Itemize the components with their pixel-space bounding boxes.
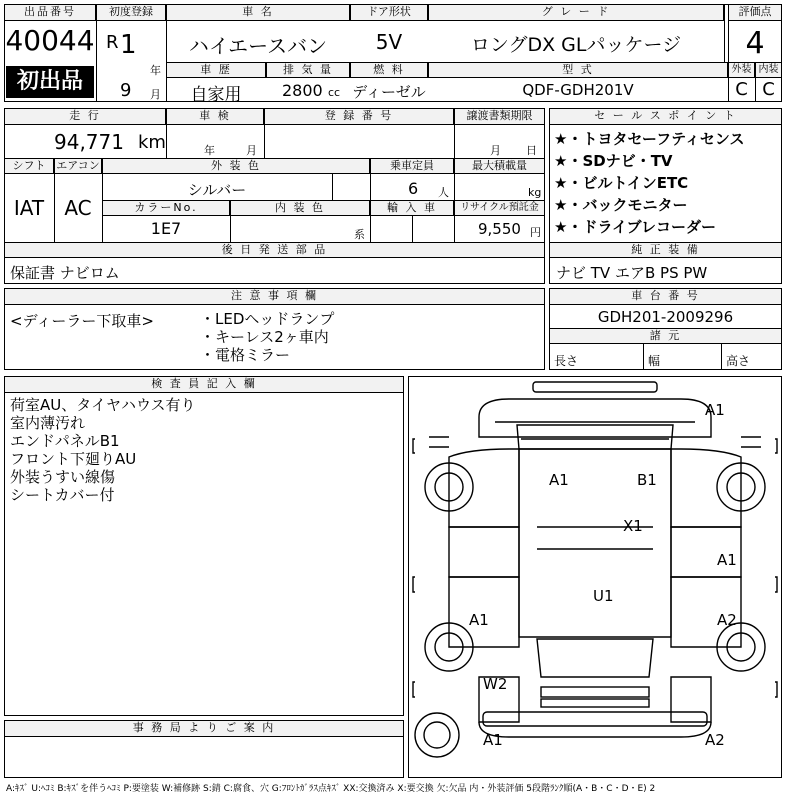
grade-header: グ レ ー ド [428,4,724,21]
mileage-unit: km [138,132,166,153]
seats: 6 [408,179,419,198]
lot-number-header: 出品番号 [4,4,96,21]
chassis-header: 車 台 番 号 [549,288,782,305]
inspector-header: 検 査 員 記 入 欄 [4,376,404,393]
inspection-year-unit: 年 [204,144,215,157]
interior-color-header: 内 装 色 [230,200,370,216]
length-label: 長さ [554,354,579,368]
notes-list [200,310,334,364]
mileage-header: 走 行 [4,108,166,125]
sales-point-item: ★・バックモニター [554,196,688,214]
car-diagram [408,376,782,778]
history-header: 車 歴 [166,62,266,78]
van-outline-diagram [409,377,781,777]
damage-mark: A1 [483,731,503,749]
score: 4 [745,26,765,61]
sales-point-item: ★・ビルトインETC [554,174,689,192]
registration-month: 9 [120,80,132,101]
later-parts: 保証書 ナビロム [10,264,120,282]
office-header: 事 務 局 よ り ご 案 内 [4,720,404,737]
model-header: 型 式 [428,62,728,78]
mileage: 94,771 [54,130,124,154]
max-load-header: 最大積載量 [454,158,545,174]
door-type: 5V [375,30,403,54]
sales-point-item: ★・ドライブレコーダー [554,218,716,236]
note-item: ・LEDヘッドランプ [200,310,335,328]
inspector-notes [10,396,196,504]
fuel-header: 燃 料 [350,62,428,78]
car-name-header: 車 名 [166,4,350,21]
max-load-unit: kg [528,186,542,199]
legend-footer: A:ｷｽﾞ U:ﾍｺﾐ B:ｷｽﾞを伴うﾍｺﾐ P:要塗装 W:補修跡 S:錆 C:腐食、穴 G:ﾌﾛﾝﾄｶﾞﾗｽ点ｷｽﾞ XX:交換済み X:要交換 欠:欠品 内・外装評価 5段階ﾗﾝｸ順(A・B・C・D・E) 2 [6,784,656,794]
plate-header: 登 録 番 号 [264,108,454,125]
model-code: QDF-GDH201V [522,81,634,99]
damage-mark: A1 [549,471,569,489]
ac-header: エアコン [54,158,102,174]
registration-year-unit: 年 [150,64,161,77]
air-conditioner: AC [64,196,92,220]
exterior-grade: C [735,79,748,100]
registration-year: 1 [120,30,137,60]
damage-mark: U1 [593,587,614,605]
grade: ロングDX GLパッケージ [470,34,682,56]
note-item: ・電格ミラー [200,346,291,364]
recycle-fee: 9,550 [478,220,521,238]
displacement: 2800 [282,81,323,100]
shift-header: シフト [4,158,54,174]
sales-point-item: ★・トヨタセーフティセンス [554,130,745,148]
lot-number: 40044 [5,24,95,57]
first-listing-badge: 初出品 [6,66,94,98]
width-label: 幅 [648,354,661,368]
note-item: ・キーレス2ヶ車内 [200,328,329,346]
damage-mark: B1 [637,471,657,489]
damage-mark: A1 [705,401,725,419]
damage-mark: A2 [717,611,737,629]
exterior-color: シルバー [187,181,247,199]
door-header: ドア形状 [350,4,428,21]
registration-month-unit: 月 [150,88,161,101]
damage-mark: W2 [483,675,508,693]
specs-header: 諸 元 [549,328,782,344]
transfer-day-unit: 日 [526,144,537,157]
sales-point-item: ★・SDナビ・TV [554,152,673,170]
sales-points-header: セ ー ル ス ポ イ ン ト [549,108,782,125]
inspector-line: エンドパネルB1 [10,432,120,450]
car-history: 自家用 [190,85,242,105]
inspector-line: 外装うすい線傷 [10,468,116,486]
seats-header: 乗車定員 [370,158,454,174]
first-registration-header: 初度登録 [96,4,166,21]
chassis-number: GDH201-2009296 [597,308,734,326]
recycle-fee-header: リサイクル預託金 [454,200,545,216]
car-name: ハイエースバン [188,34,328,58]
inspector-line: フロント下廻りAU [10,450,137,468]
damage-mark: A1 [469,611,489,629]
transfer-month-unit: 月 [490,144,501,157]
color-number: 1E7 [150,219,182,238]
genuine-equipment: ナビ TV エアB PS PW [556,264,708,282]
seats-unit: 人 [438,186,449,199]
fuel: ディーゼル [352,83,426,101]
displacement-header: 排 気 量 [266,62,350,78]
shift: IAT [13,196,45,220]
exterior-grade-header: 外装 [728,62,755,78]
inspector-line: 室内薄汚れ [10,414,86,432]
inspector-line: シートカバー付 [10,486,115,504]
inspector-line: 荷室AU、タイヤハウス有り [10,396,196,414]
registration-era: R [106,32,119,53]
inspection-header: 車 検 [166,108,264,125]
displacement-unit: cc [328,86,341,99]
height-label: 高さ [726,354,751,368]
color-number-header: カラーNo. [102,200,230,216]
transfer-deadline-header: 譲渡書類期限 [454,108,545,125]
notes-header: 注 意 事 項 欄 [4,288,545,305]
interior-grade: C [762,79,775,100]
interior-grade-header: 内装 [755,62,782,78]
damage-mark: X1 [623,517,643,535]
recycle-fee-unit: 円 [530,226,541,239]
genuine-equipment-header: 純 正 装 備 [549,242,782,258]
exterior-color-header: 外 装 色 [102,158,370,174]
notes-lead: <ディーラー下取車> [10,312,154,330]
later-parts-header: 後 日 発 送 部 品 [4,242,545,258]
inspection-month-unit: 月 [246,144,257,157]
damage-mark: A1 [717,551,737,569]
interior-color-unit: 系 [354,228,365,241]
sales-points-list [554,128,744,238]
damage-mark: A2 [705,731,725,749]
score-header: 評価点 [728,4,782,21]
import-header: 輸 入 車 [370,200,454,216]
